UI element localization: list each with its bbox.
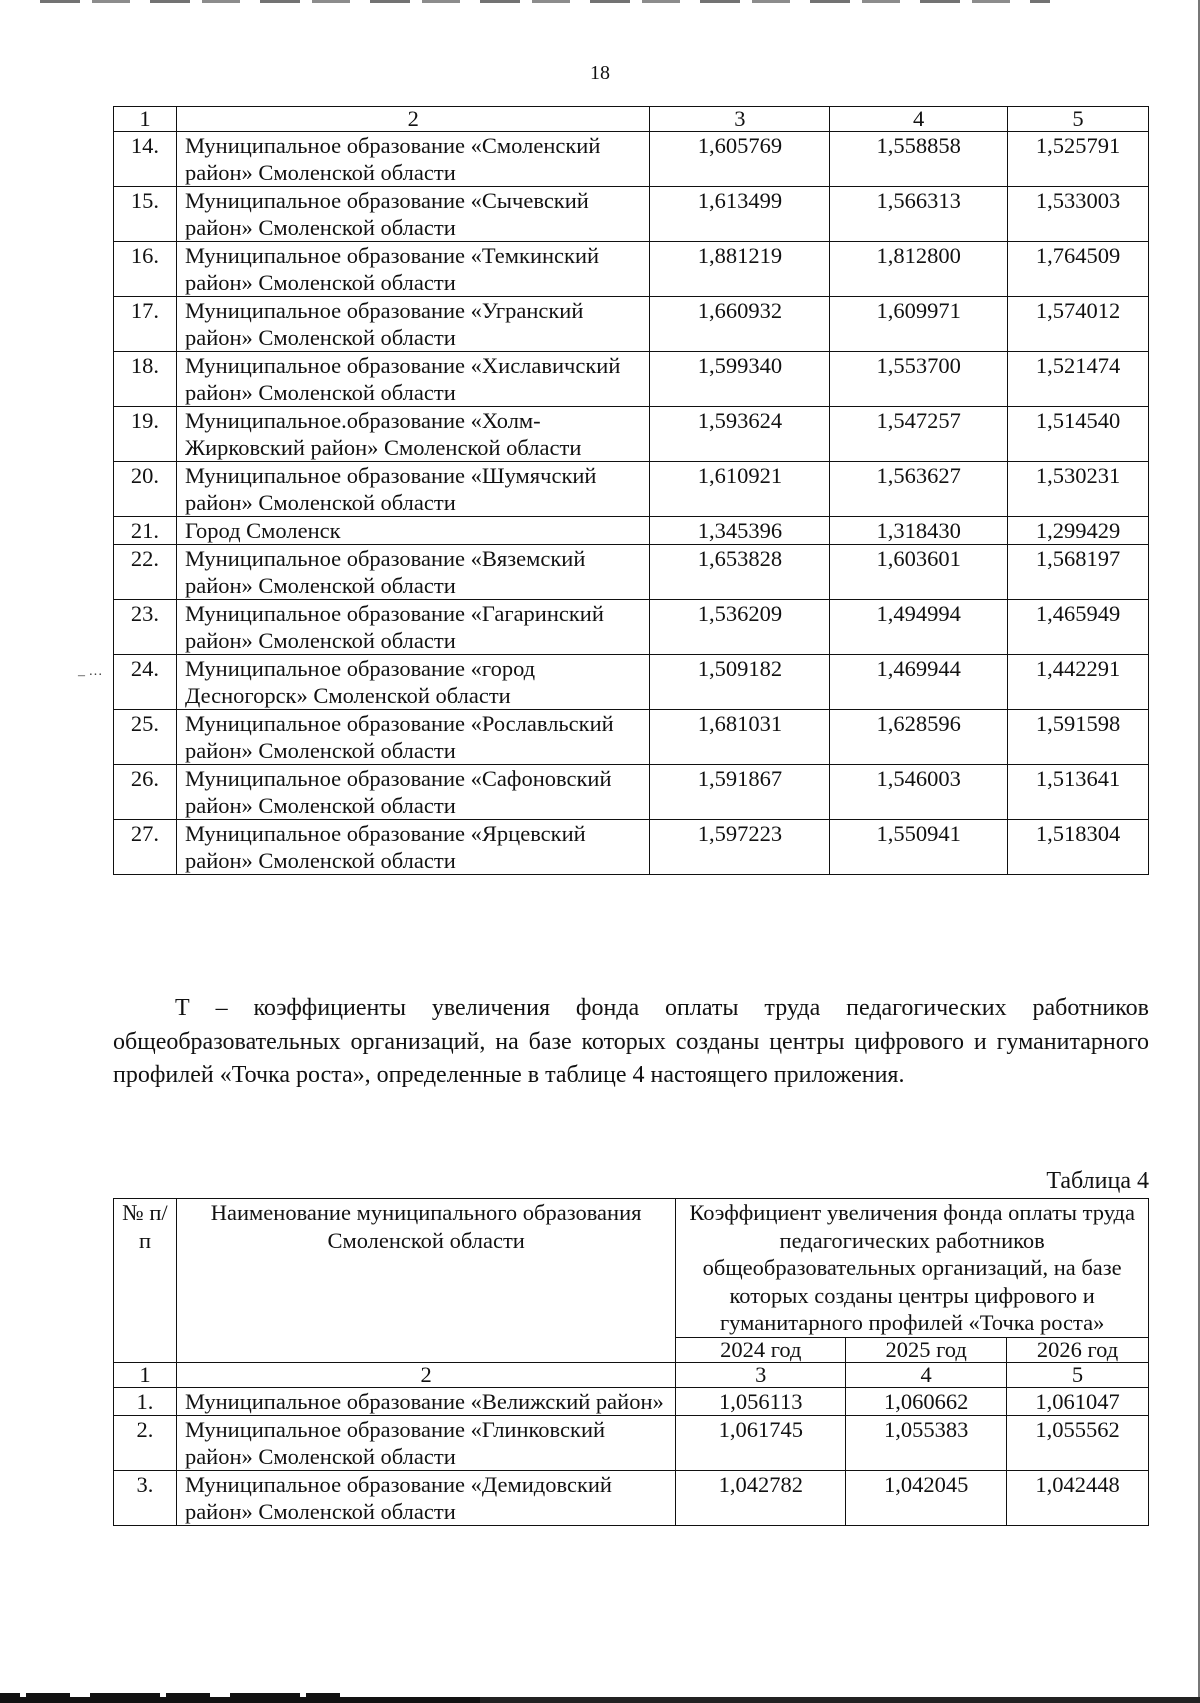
coefficient-2026: 1,525791 bbox=[1008, 132, 1149, 187]
row-number: 2. bbox=[114, 1415, 177, 1470]
column-number: 2 bbox=[176, 107, 650, 132]
coefficient-2025: 1,609971 bbox=[830, 297, 1008, 352]
coefficient-2025: 1,546003 bbox=[830, 765, 1008, 820]
column-number: 2 bbox=[176, 1362, 675, 1387]
coefficient-2024: 1,509182 bbox=[650, 655, 830, 710]
coefficient-2026: 1,568197 bbox=[1008, 545, 1149, 600]
column-numbers-row bbox=[114, 107, 1149, 132]
municipality-name: Город Смоленск bbox=[176, 517, 650, 545]
coefficient-2024: 1,593624 bbox=[650, 407, 830, 462]
coefficient-2026: 1,518304 bbox=[1008, 820, 1149, 875]
row-number: 16. bbox=[114, 242, 177, 297]
coefficient-2026: 1,042448 bbox=[1007, 1470, 1149, 1525]
row-number: 19. bbox=[114, 407, 177, 462]
table-row bbox=[114, 297, 1149, 352]
coefficient-2025: 1,550941 bbox=[830, 820, 1008, 875]
coefficient-2026: 1,591598 bbox=[1008, 710, 1149, 765]
coefficient-2026: 1,465949 bbox=[1008, 600, 1149, 655]
row-number: 27. bbox=[114, 820, 177, 875]
table-row bbox=[114, 765, 1149, 820]
coefficient-2024: 1,881219 bbox=[650, 242, 830, 297]
row-number: 20. bbox=[114, 462, 177, 517]
table-row bbox=[114, 600, 1149, 655]
header-municipality-name: Наименование муниципального образования Смоленской области bbox=[176, 1199, 675, 1363]
coefficient-2025: 1,547257 bbox=[830, 407, 1008, 462]
coefficient-2024: 1,061745 bbox=[676, 1415, 846, 1470]
table-row bbox=[114, 710, 1149, 765]
header-year-2025: 2025 год bbox=[846, 1337, 1007, 1362]
column-numbers-row bbox=[114, 1362, 1149, 1387]
coefficient-2025: 1,558858 bbox=[830, 132, 1008, 187]
row-number: 24. bbox=[114, 655, 177, 710]
coefficient-2025: 1,042045 bbox=[846, 1470, 1007, 1525]
column-number: 5 bbox=[1007, 1362, 1149, 1387]
coefficient-definition-paragraph bbox=[113, 992, 1149, 1093]
table-caption: Таблица 4 bbox=[1046, 1168, 1149, 1194]
coefficient-2025: 1,563627 bbox=[830, 462, 1008, 517]
table-row bbox=[114, 655, 1149, 710]
coefficient-2024: 1,056113 bbox=[676, 1387, 846, 1415]
row-number: 3. bbox=[114, 1470, 177, 1525]
coefficient-2025: 1,566313 bbox=[830, 187, 1008, 242]
municipality-name: Муниципальное образование «Гагаринский район» Смоленской области bbox=[176, 600, 650, 655]
table-row bbox=[114, 187, 1149, 242]
page-number: 18 bbox=[590, 62, 610, 84]
table-row bbox=[114, 820, 1149, 875]
municipality-name: Муниципальное образование «Рославльский район» Смоленской области bbox=[176, 710, 650, 765]
row-number: 23. bbox=[114, 600, 177, 655]
coefficient-2024: 1,591867 bbox=[650, 765, 830, 820]
header-year-2026: 2026 год bbox=[1007, 1337, 1149, 1362]
coefficient-2024: 1,345396 bbox=[650, 517, 830, 545]
column-number: 4 bbox=[830, 107, 1008, 132]
row-number: 15. bbox=[114, 187, 177, 242]
coefficient-2026: 1,530231 bbox=[1008, 462, 1149, 517]
coefficient-2026: 1,299429 bbox=[1008, 517, 1149, 545]
coefficient-2026: 1,055562 bbox=[1007, 1415, 1149, 1470]
column-number: 5 bbox=[1008, 107, 1149, 132]
coefficient-2024: 1,042782 bbox=[676, 1470, 846, 1525]
coefficient-2026: 1,513641 bbox=[1008, 765, 1149, 820]
coefficient-2026: 1,442291 bbox=[1008, 655, 1149, 710]
table-row bbox=[114, 462, 1149, 517]
coefficient-2025: 1,603601 bbox=[830, 545, 1008, 600]
paragraph-text: Т – коэффициенты увеличения фонда оплаты труда педагогических работников общеобразовательных организаций, на базе которых созданы центры цифрового и гуманитарного профилей «Точка роста», определенные в таблице 4 настоящего приложения. bbox=[113, 995, 1149, 1088]
tochka-rosta-coefficients-table bbox=[113, 1198, 1149, 1526]
municipality-name: Муниципальное образование «Шумячский район» Смоленской области bbox=[176, 462, 650, 517]
coefficient-2024: 1,610921 bbox=[650, 462, 830, 517]
table-row bbox=[114, 545, 1149, 600]
table-row bbox=[114, 407, 1149, 462]
coefficient-2025: 1,469944 bbox=[830, 655, 1008, 710]
coefficient-2025: 1,318430 bbox=[830, 517, 1008, 545]
coefficient-2025: 1,060662 bbox=[846, 1387, 1007, 1415]
row-number: 14. bbox=[114, 132, 177, 187]
coefficient-2025: 1,553700 bbox=[830, 352, 1008, 407]
column-number: 3 bbox=[650, 107, 830, 132]
coefficient-2024: 1,653828 bbox=[650, 545, 830, 600]
coefficient-2024: 1,660932 bbox=[650, 297, 830, 352]
coefficient-2024: 1,681031 bbox=[650, 710, 830, 765]
column-number: 3 bbox=[676, 1362, 846, 1387]
municipality-name: Муниципальное образование «Смоленский район» Смоленской области bbox=[176, 132, 650, 187]
margin-mark: – ··· bbox=[78, 668, 103, 683]
coefficient-2024: 1,605769 bbox=[650, 132, 830, 187]
row-number: 1. bbox=[114, 1387, 177, 1415]
row-number: 21. bbox=[114, 517, 177, 545]
municipality-name: Муниципальное образование «Велижский район» bbox=[176, 1387, 675, 1415]
municipality-name: Муниципальное образование «Хиславичский район» Смоленской области bbox=[176, 352, 650, 407]
municipality-name: Муниципальное образование «город Десногорск» Смоленской области bbox=[176, 655, 650, 710]
scan-artifact-top bbox=[40, 0, 1050, 3]
coefficient-2026: 1,574012 bbox=[1008, 297, 1149, 352]
table-row bbox=[114, 1470, 1149, 1525]
municipality-name: Муниципальное образование «Угранский район» Смоленской области bbox=[176, 297, 650, 352]
header-year-2024: 2024 год bbox=[676, 1337, 846, 1362]
coefficient-2026: 1,521474 bbox=[1008, 352, 1149, 407]
municipality-name: Муниципальное образование «Сафоновский район» Смоленской области bbox=[176, 765, 650, 820]
column-number: 1 bbox=[114, 107, 177, 132]
table-row bbox=[114, 242, 1149, 297]
coefficients-table-continued bbox=[113, 106, 1149, 875]
coefficient-2024: 1,599340 bbox=[650, 352, 830, 407]
column-number: 4 bbox=[846, 1362, 1007, 1387]
row-number: 25. bbox=[114, 710, 177, 765]
scan-artifact-bottom bbox=[0, 1697, 1200, 1703]
row-number: 26. bbox=[114, 765, 177, 820]
table-row bbox=[114, 517, 1149, 545]
table-row bbox=[114, 132, 1149, 187]
coefficient-2025: 1,494994 bbox=[830, 600, 1008, 655]
municipality-name: Муниципальное.образование «Холм-Жирковский район» Смоленской области bbox=[176, 407, 650, 462]
coefficient-2024: 1,613499 bbox=[650, 187, 830, 242]
coefficient-2025: 1,812800 bbox=[830, 242, 1008, 297]
header-coefficient: Коэффициент увеличения фонда оплаты труда педагогических работников общеобразовательных организаций, на базе которых созданы центры цифрового и гуманитарного профилей «Точка роста» bbox=[676, 1199, 1149, 1338]
coefficient-2026: 1,533003 bbox=[1008, 187, 1149, 242]
coefficient-2024: 1,597223 bbox=[650, 820, 830, 875]
coefficient-2026: 1,514540 bbox=[1008, 407, 1149, 462]
table-row bbox=[114, 352, 1149, 407]
municipality-name: Муниципальное образование «Демидовский район» Смоленской области bbox=[176, 1470, 675, 1525]
municipality-name: Муниципальное образование «Вяземский район» Смоленской области bbox=[176, 545, 650, 600]
table-row bbox=[114, 1387, 1149, 1415]
row-number: 18. bbox=[114, 352, 177, 407]
row-number: 22. bbox=[114, 545, 177, 600]
municipality-name: Муниципальное образование «Глинковский район» Смоленской области bbox=[176, 1415, 675, 1470]
municipality-name: Муниципальное образование «Темкинский район» Смоленской области bbox=[176, 242, 650, 297]
header-row bbox=[114, 1199, 1149, 1338]
coefficient-2026: 1,061047 bbox=[1007, 1387, 1149, 1415]
municipality-name: Муниципальное образование «Ярцевский район» Смоленской области bbox=[176, 820, 650, 875]
column-number: 1 bbox=[114, 1362, 177, 1387]
row-number: 17. bbox=[114, 297, 177, 352]
coefficient-2024: 1,536209 bbox=[650, 600, 830, 655]
coefficient-2026: 1,764509 bbox=[1008, 242, 1149, 297]
coefficient-2025: 1,628596 bbox=[830, 710, 1008, 765]
header-number: № п/п bbox=[114, 1199, 177, 1363]
coefficient-2025: 1,055383 bbox=[846, 1415, 1007, 1470]
municipality-name: Муниципальное образование «Сычевский район» Смоленской области bbox=[176, 187, 650, 242]
table-row bbox=[114, 1415, 1149, 1470]
